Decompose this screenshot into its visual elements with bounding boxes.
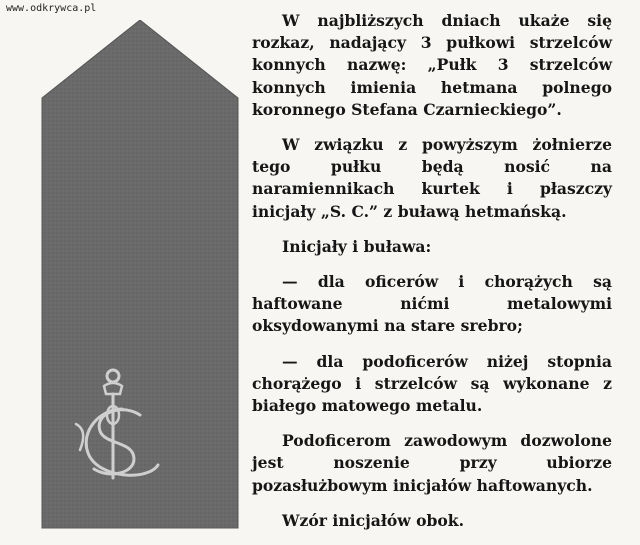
paragraph-2: W związku z powyższym żołnierze tego pułku będą nosić na naramiennikach kurtek i płaszczy inicjały „S. C.” z buławą hetmańską.	[252, 135, 612, 221]
paragraph-3: Inicjały i buława:	[282, 236, 432, 256]
site-watermark: www.odkrywca.pl	[6, 3, 97, 14]
article-text	[252, 10, 612, 545]
epaulette-drawing	[40, 20, 240, 530]
paragraph-5: — dla podoficerów niżej stopnia chorążego i strzelców są wykonane z białego matowego metalu.	[252, 351, 612, 416]
paragraph-1: W najbliższych dniach ukaże się rozkaz, nadający 3 pułkowi strzelców konnych nazwę: „Pułk 3 strzelców konnych imienia hetmana polnego koronnego Stefana Czarnieckiego”.	[252, 11, 612, 119]
epaulette-illustration	[40, 20, 240, 530]
paragraph-4: — dla oficerów i chorążych są haftowane nićmi metalowymi oksydowanymi na stare srebro;	[252, 272, 612, 336]
paragraph-7: Wzór inicjałów obok.	[282, 510, 465, 530]
paragraph-6: Podoficerom zawodowym dozwolone jest noszenie przy ubiorze pozasłużbowym inicjałów haftowanych.	[252, 431, 612, 495]
epaulette-shape	[42, 20, 238, 528]
